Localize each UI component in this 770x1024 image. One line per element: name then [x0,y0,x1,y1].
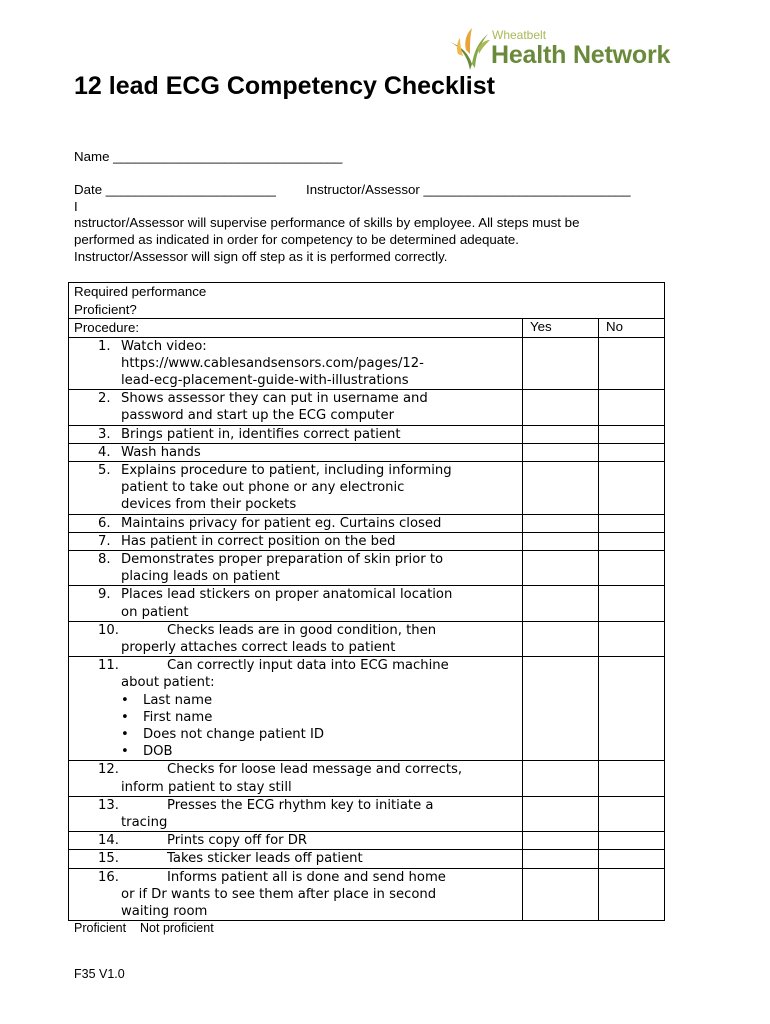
yes-checkbox-cell[interactable] [523,586,599,621]
step-text-line: inform patient to stay still [121,779,292,795]
step-text-line: properly attaches correct leads to patient [121,639,396,655]
step-text-line: tracing [121,814,168,830]
step-text-line: devices from their pockets [121,497,297,513]
step-number: 13. [98,797,119,813]
table-row [69,796,665,831]
step-text-line: Presses the ECG rhythm key to initiate a [167,797,434,813]
step-text-line: Checks for loose lead message and corrects, [167,762,463,778]
form-version: F35 V1.0 [74,967,125,981]
step-number: 16. [98,869,119,885]
step-number: 7. [98,533,111,549]
step-number: 1. [98,338,111,354]
step-2 [69,390,522,424]
table-row [69,337,665,390]
no-checkbox-cell[interactable] [599,621,665,656]
step-text-line: Can correctly input data into ECG machine [167,658,449,674]
no-checkbox-cell[interactable] [599,868,665,921]
yes-checkbox-cell[interactable] [523,657,599,761]
bullet-item: • DOB [143,743,522,760]
step-text-line: Shows assessor they can put in username and [121,391,428,407]
step-text-line: Checks leads are in good condition, then [167,622,437,638]
no-checkbox-cell[interactable] [599,514,665,532]
table-row [69,586,665,621]
yes-checkbox-cell[interactable] [523,621,599,656]
step-text-line: Prints copy off for DR [167,833,308,849]
step-text-line: or if Dr wants to see them after place in second [121,886,437,902]
no-checkbox-cell[interactable] [599,761,665,796]
step-number: 9. [98,587,111,603]
date-field-line: Date _______________________ [74,182,276,197]
yes-checkbox-cell[interactable] [523,461,599,514]
required-performance-label: Required performance [74,284,207,299]
logo-big-text: Health Network [491,41,671,69]
instructions-line-1: nstructor/Assessor will supervise performance of skills by employee. All steps must be [74,215,580,230]
bullet-item: • Does not change patient ID [143,726,522,743]
table-row [69,390,665,425]
table-row [69,621,665,656]
step-number: 5. [98,462,111,478]
step-text-line: Explains procedure to patient, including informing [121,462,452,478]
table-row [69,425,665,443]
table-row [69,850,665,868]
step-number: 8. [98,551,111,567]
yes-checkbox-cell[interactable] [523,425,599,443]
no-checkbox-cell[interactable] [599,832,665,850]
step-text-line: Brings patient in, identifies correct patient [121,426,401,442]
step-bullet-list [69,692,522,761]
proficient-label: Proficient? [74,301,137,317]
instructions-line-2: performed as indicated in order for competency to be determined adequate. [74,232,519,247]
no-checkbox-cell[interactable] [599,532,665,550]
table-row [69,657,665,761]
yes-checkbox-cell[interactable] [523,868,599,921]
health-network-logo [448,24,703,72]
step-number: 4. [98,444,111,460]
table-row [69,868,665,921]
yes-checkbox-cell[interactable] [523,832,599,850]
step-text-line: on patient [121,604,189,620]
yes-checkbox-cell[interactable] [523,532,599,550]
step-5 [69,462,522,514]
step-text-line: patient to take out phone or any electronic [121,480,405,496]
name-field-line: Name _______________________________ [74,149,343,164]
table-header-row-1 [69,283,665,319]
step-text-line: Maintains privacy for patient eg. Curtains closed [121,515,442,531]
step-8 [69,551,522,585]
step-text-line: Places lead stickers on proper anatomical location [121,587,453,603]
procedure-label: Procedure: [74,320,140,335]
bullet-item: • First name [143,709,522,726]
step-text-line: lead-ecg-placement-guide-with-illustrations [121,372,409,388]
yes-checkbox-cell[interactable] [523,850,599,868]
yes-checkbox-cell[interactable] [523,390,599,425]
step-number: 3. [98,426,111,442]
step-number: 15. [98,851,119,867]
no-checkbox-cell[interactable] [599,443,665,461]
step-13 [69,797,522,831]
no-checkbox-cell[interactable] [599,796,665,831]
step-text-line: Informs patient all is done and send home [167,869,446,885]
step-4 [69,444,522,461]
bullet-item: • Last name [143,692,522,709]
table-row [69,761,665,796]
table-row [69,443,665,461]
step-12 [69,761,522,795]
no-checkbox-cell[interactable] [599,461,665,514]
step-number: 14. [98,833,119,849]
proficient-option: Proficient [74,921,127,935]
yes-checkbox-cell[interactable] [523,337,599,390]
no-checkbox-cell[interactable] [599,657,665,761]
step-number: 12. [98,762,119,778]
yes-checkbox-cell[interactable] [523,514,599,532]
proficiency-options [74,921,214,935]
no-checkbox-cell[interactable] [599,586,665,621]
not-proficient-option: Not proficient [140,921,214,935]
step-text-line: placing leads on patient [121,569,280,585]
step-number: 10. [98,622,119,638]
step-10 [69,622,522,656]
step-11 [69,657,522,691]
table-row [69,514,665,532]
yes-checkbox-cell[interactable] [523,761,599,796]
step-3 [69,426,522,443]
step-15 [69,850,522,867]
step-6 [69,515,522,532]
step-text-line: about patient: [121,675,215,691]
no-checkbox-cell[interactable] [599,425,665,443]
step-text-line: Demonstrates proper preparation of skin prior to [121,551,444,567]
table-row [69,832,665,850]
yes-checkbox-cell[interactable] [523,550,599,585]
step-text-line: Wash hands [121,444,201,460]
stray-letter: I [74,199,78,214]
step-1 [69,338,522,390]
no-checkbox-cell[interactable] [599,850,665,868]
no-checkbox-cell[interactable] [599,337,665,390]
step-number: 6. [98,515,111,531]
instructor-field-line: Instructor/Assessor ____________________________ [306,182,631,197]
instructions-line-3: Instructor/Assessor will sign off step as it is performed correctly. [74,249,448,264]
wheat-logo-icon [448,24,492,72]
page-title: 12 lead ECG Competency Checklist [74,72,495,100]
no-column-header: No [606,319,623,334]
step-text-line: Takes sticker leads off patient [167,851,363,867]
table-row [69,532,665,550]
no-checkbox-cell[interactable] [599,550,665,585]
no-checkbox-cell[interactable] [599,390,665,425]
step-text-line: Has patient in correct position on the bed [121,533,396,549]
logo-small-text: Wheatbelt [492,28,547,42]
table-row [69,461,665,514]
step-14 [69,832,522,849]
step-text-line: password and start up the ECG computer [121,408,395,424]
step-text-line: Watch video: [121,338,207,354]
step-text-line: waiting room [121,904,208,919]
yes-column-header: Yes [530,319,552,334]
step-number: 2. [98,391,111,407]
competency-table [68,282,665,921]
instructions-paragraph [74,214,684,265]
table-row [69,550,665,585]
step-16 [69,869,522,921]
yes-checkbox-cell[interactable] [523,796,599,831]
step-9 [69,586,522,620]
step-number: 11. [98,658,119,674]
step-text-line: https://www.cablesandsensors.com/pages/12- [121,355,424,371]
table-header-row-2 [69,319,665,338]
yes-checkbox-cell[interactable] [523,443,599,461]
step-7 [69,533,522,550]
